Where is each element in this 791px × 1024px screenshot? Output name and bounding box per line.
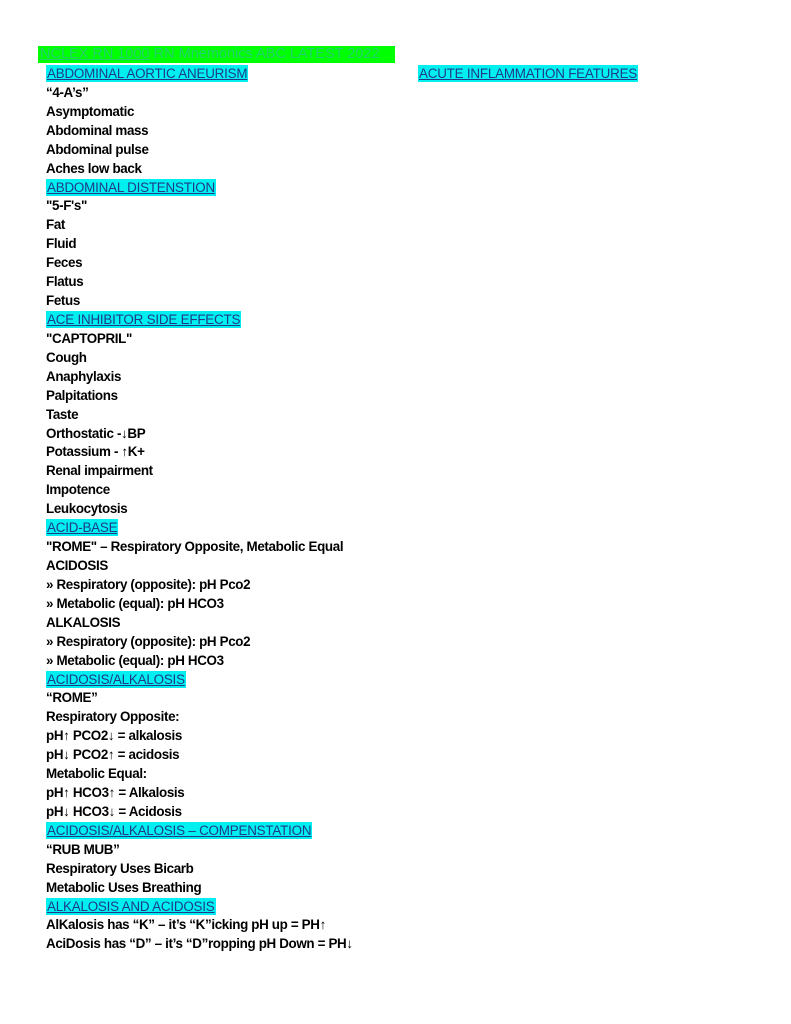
list-item: “4-A’s” [46, 84, 89, 100]
section-heading-acute-inflammation-features [418, 65, 758, 84]
list-item: ACIDOSIS [46, 557, 108, 573]
list-item: "ROME" – Respiratory Opposite, Metabolic Equal [46, 539, 344, 555]
list-item: "CAPTOPRIL" [46, 330, 132, 346]
list-item: Respiratory Opposite: [46, 709, 180, 725]
list-item: Palpitations [46, 387, 118, 403]
list-item: Asymptomatic [46, 103, 135, 119]
right-column [418, 65, 758, 84]
list-item: Taste [46, 406, 79, 422]
document-title [38, 46, 395, 63]
section-heading-abdominal-distenstion [46, 179, 406, 198]
heading-text: ACIDOSIS/ALKALOSIS [47, 671, 185, 687]
list-item: Aches low back [46, 160, 142, 176]
heading-text: ACIDOSIS/ALKALOSIS – COMPENSTATION [47, 822, 312, 838]
list-item: Flatus [46, 274, 84, 290]
heading-text: ACUTE INFLAMMATION FEATURES [419, 66, 638, 81]
list-item: pH↑ HCO3↑ = Alkalosis [46, 785, 185, 801]
list-item: "5-F's" [46, 198, 87, 214]
heading-text: ABDOMINAL AORTIC ANEURISM [47, 66, 248, 81]
list-item: Fat [46, 217, 66, 233]
list-item: “RUB MUB” [46, 841, 120, 857]
list-item: » Respiratory (opposite): pH Pco2 [46, 633, 251, 649]
list-item: » Metabolic (equal): pH HCO3 [46, 652, 224, 668]
section-heading-acidosis-alkalosis-compensation [46, 822, 406, 841]
list-item: Impotence [46, 482, 110, 498]
section-heading-acidosis-alkalosis [46, 671, 406, 690]
list-item: Potassium - ↑K+ [46, 444, 145, 460]
document-title-part-2: RN Mnemonics ABC LATEST 2022 [149, 46, 380, 62]
list-item: Respiratory Uses Bicarb [46, 860, 194, 876]
heading-text: ALKALOSIS AND ACIDOSIS [47, 898, 215, 914]
list-item: pH↓ HCO3↓ = Acidosis [46, 803, 182, 819]
list-item: Feces [46, 255, 83, 271]
heading-text: ACID-BASE [47, 520, 118, 536]
list-item: Metabolic Uses Breathing [46, 879, 202, 895]
list-item: Fluid [46, 236, 77, 252]
list-item: Leukocytosis [46, 501, 128, 517]
list-item: AciDosis has “D” – it’s “D”ropping pH Down = PH↓ [46, 936, 353, 952]
list-item: Abdominal pulse [46, 141, 149, 157]
list-item: Metabolic Equal: [46, 766, 147, 782]
heading-text: ACE INHIBITOR SIDE EFFECTS [47, 311, 241, 327]
list-item: Anaphylaxis [46, 368, 122, 384]
list-item: pH↑ PCO2↓ = alkalosis [46, 728, 182, 744]
list-item: pH↓ PCO2↑ = acidosis [46, 747, 180, 763]
list-item: “ROME” [46, 690, 98, 706]
section-heading-ace-inhibitor-side-effects [46, 311, 406, 330]
list-item: Renal impairment [46, 463, 153, 479]
list-item: AlKalosis has “K” – it’s “K”icking pH up = PH↑ [46, 917, 326, 933]
list-item: Abdominal mass [46, 122, 149, 138]
list-item: ALKALOSIS [46, 614, 121, 630]
section-heading-acid-base [46, 519, 406, 538]
list-item: Fetus [46, 293, 80, 309]
left-column [46, 65, 406, 954]
list-item: » Metabolic (equal): pH HCO3 [46, 595, 224, 611]
list-item: Cough [46, 349, 87, 365]
heading-text: ABDOMINAL DISTENSTION [47, 179, 215, 195]
document-title-part-1: NCLEX RN 1000 [40, 46, 150, 62]
list-item: Orthostatic -↓BP [46, 425, 146, 441]
list-item: » Respiratory (opposite): pH Pco2 [46, 576, 251, 592]
section-heading-alkalosis-and-acidosis [46, 898, 406, 917]
section-heading-abdominal-aortic-aneurism [46, 65, 406, 84]
